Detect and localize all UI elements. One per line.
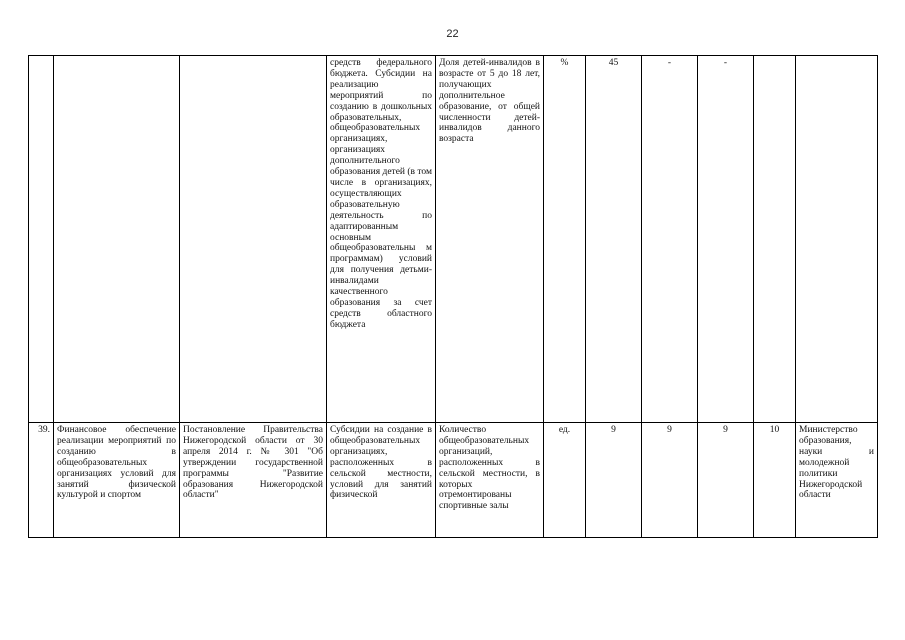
measure-cell: средств федерального бюджета. Субсидии на реализацию мероприятий по созданию в дошкольных образовательных, общеобразовательных организациях, организациях дополнительного образования детей (в том числе в организациях, осуществляющих образовательную деятельность по адаптированным основным общеобразовательны м программам) условий для получения детьми-инвалидами качественного образования за счет средств областного бюджета bbox=[327, 56, 436, 423]
table-row bbox=[29, 56, 878, 423]
indicator-cell: Количество общеобразовательных организаций, расположенных в сельской местности, в которых отремонтированы спортивные залы bbox=[436, 423, 544, 538]
value-cell-4: 10 bbox=[754, 423, 796, 538]
value-cell-2: 9 bbox=[642, 423, 698, 538]
table-row bbox=[29, 423, 878, 538]
value-cell-3: - bbox=[698, 56, 754, 423]
event-cell bbox=[54, 56, 180, 423]
document-cell: Постановление Правительства Нижегородской области от 30 апреля 2014 г. № 301 "Об утверждении государственной программы "Развитие образования Нижегородской области" bbox=[180, 423, 327, 538]
unit-cell: ед. bbox=[544, 423, 586, 538]
row-number: 39. bbox=[29, 423, 54, 538]
measure-cell: Субсидии на создание в общеобразовательных организациях, расположенных в сельской местности, условий для занятий физической bbox=[327, 423, 436, 538]
value-cell-4 bbox=[754, 56, 796, 423]
indicator-cell: Доля детей-инвалидов в возрасте от 5 до 18 лет, получающих дополнительное образование, от общей численности детей-инвалидов данного возраста bbox=[436, 56, 544, 423]
page-number: 22 bbox=[446, 28, 459, 40]
value-cell-2: - bbox=[642, 56, 698, 423]
document-cell bbox=[180, 56, 327, 423]
value-cell-3: 9 bbox=[698, 423, 754, 538]
unit-cell: % bbox=[544, 56, 586, 423]
responsible-cell: Министерство образования, науки и молодежной политики Нижегородской области bbox=[796, 423, 878, 538]
value-cell-1: 9 bbox=[586, 423, 642, 538]
responsible-cell bbox=[796, 56, 878, 423]
event-cell: Финансовое обеспечение реализации мероприятий по созданию в общеобразовательных организациях условий для занятий физической культурой и спортом bbox=[54, 423, 180, 538]
program-table bbox=[28, 55, 878, 538]
value-cell-1: 45 bbox=[586, 56, 642, 423]
row-number bbox=[29, 56, 54, 423]
